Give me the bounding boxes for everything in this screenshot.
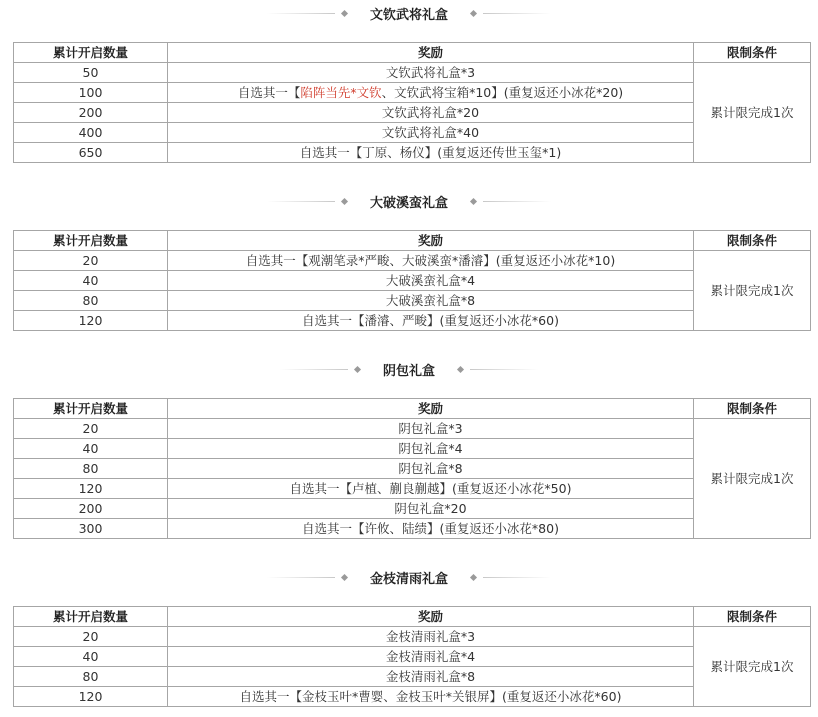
reward-text: 阴包礼盒*20 (394, 500, 467, 516)
reward-text: 、文钦武将宝箱*10】(重复返还小冰花*20) (381, 84, 624, 100)
table-row (14, 519, 811, 539)
header-reward: 奖励 (168, 43, 694, 63)
table-row (14, 667, 811, 687)
limit-cell: 累计限完成1次 (694, 419, 811, 539)
reward-cell (168, 311, 694, 331)
reward-text: 金枝清雨礼盒*4 (385, 648, 476, 664)
reward-cell (168, 123, 694, 143)
table-row (14, 123, 811, 143)
table-header-row (14, 231, 811, 251)
reward-cell (168, 251, 694, 271)
table-row (14, 499, 811, 519)
diamond-icon (341, 9, 348, 16)
reward-cell (168, 419, 694, 439)
table-row (14, 271, 811, 291)
count-cell: 650 (14, 143, 168, 163)
count-cell: 20 (14, 251, 168, 271)
diamond-icon (470, 197, 477, 204)
table-row (14, 687, 811, 707)
reward-table-dapo-ximan (13, 230, 811, 331)
count-cell: 200 (14, 103, 168, 123)
reward-cell (168, 499, 694, 519)
count-cell: 50 (14, 63, 168, 83)
header-limit: 限制条件 (694, 399, 811, 419)
diamond-icon (341, 197, 348, 204)
table-header-row (14, 43, 811, 63)
count-cell: 40 (14, 647, 168, 667)
title-ornament-left (267, 199, 354, 204)
header-limit: 限制条件 (694, 607, 811, 627)
reward-text: 阴包礼盒*4 (398, 440, 463, 456)
reward-text: 大破溪蛮礼盒*4 (385, 272, 476, 288)
section-title-jinzhi-qingyu (0, 567, 818, 587)
reward-text: 自选其一【丁原、杨仪】(重复返还传世玉玺*1) (299, 144, 562, 160)
title-ornament-right (464, 11, 551, 16)
count-cell: 80 (14, 667, 168, 687)
reward-text: 文钦武将礼盒*3 (385, 64, 476, 80)
highlighted-reward-text: 陷阵当先*文钦 (300, 84, 382, 100)
reward-table-wenqin (13, 42, 811, 163)
reward-table-jinzhi-qingyu (13, 606, 811, 707)
reward-cell (168, 479, 694, 499)
table-header-row (14, 607, 811, 627)
limit-cell: 累计限完成1次 (694, 251, 811, 331)
count-cell: 80 (14, 459, 168, 479)
header-reward: 奖励 (168, 231, 694, 251)
header-reward: 奖励 (168, 399, 694, 419)
reward-cell (168, 519, 694, 539)
reward-cell (168, 63, 694, 83)
reward-text: 金枝清雨礼盒*3 (385, 628, 476, 644)
table-row (14, 439, 811, 459)
header-reward: 奖励 (168, 607, 694, 627)
header-count: 累计开启数量 (14, 43, 168, 63)
reward-cell (168, 647, 694, 667)
section-title-text: 大破溪蛮礼盒 (369, 195, 448, 211)
table-row (14, 479, 811, 499)
count-cell: 40 (14, 271, 168, 291)
section-title-dapo-ximan (0, 191, 818, 211)
count-cell: 20 (14, 419, 168, 439)
table-row (14, 627, 811, 647)
reward-cell (168, 83, 694, 103)
reward-cell (168, 143, 694, 163)
diamond-icon (457, 365, 464, 372)
count-cell: 300 (14, 519, 168, 539)
reward-text: 文钦武将礼盒*40 (381, 124, 480, 140)
section-title-wenqin (0, 3, 818, 23)
title-ornament-right (451, 367, 538, 372)
limit-cell: 累计限完成1次 (694, 63, 811, 163)
count-cell: 40 (14, 439, 168, 459)
header-limit: 限制条件 (694, 231, 811, 251)
reward-table-yinbao (13, 398, 811, 539)
table-row (14, 103, 811, 123)
count-cell: 20 (14, 627, 168, 647)
reward-text: 大破溪蛮礼盒*8 (385, 292, 476, 308)
reward-text: 自选其一【 (237, 84, 301, 100)
header-count: 累计开启数量 (14, 231, 168, 251)
reward-text: 阴包礼盒*3 (398, 420, 463, 436)
diamond-icon (341, 573, 348, 580)
reward-text: 自选其一【观潮笔录*严畯、大破溪蛮*潘濬】(重复返还小冰花*10) (245, 252, 616, 268)
reward-text: 自选其一【金枝玉叶*曹婴、金枝玉叶*关银屏】(重复返还小冰花*60) (239, 688, 622, 704)
section-title-yinbao (0, 359, 818, 379)
table-row (14, 251, 811, 271)
reward-text: 自选其一【许攸、陆绩】(重复返还小冰花*80) (302, 520, 559, 536)
header-limit: 限制条件 (694, 43, 811, 63)
reward-cell (168, 627, 694, 647)
reward-text: 阴包礼盒*8 (398, 460, 463, 476)
reward-cell (168, 459, 694, 479)
reward-text: 自选其一【卢植、蒯良蒯越】(重复返还小冰花*50) (289, 480, 572, 496)
count-cell: 200 (14, 499, 168, 519)
table-row (14, 459, 811, 479)
reward-cell (168, 103, 694, 123)
section-title-text: 阴包礼盒 (382, 363, 435, 379)
count-cell: 100 (14, 83, 168, 103)
table-header-row (14, 399, 811, 419)
title-ornament-right (464, 575, 551, 580)
title-ornament-right (464, 199, 551, 204)
header-count: 累计开启数量 (14, 607, 168, 627)
count-cell: 120 (14, 479, 168, 499)
table-row (14, 311, 811, 331)
count-cell: 80 (14, 291, 168, 311)
table-row (14, 419, 811, 439)
count-cell: 120 (14, 687, 168, 707)
limit-cell: 累计限完成1次 (694, 627, 811, 707)
reward-cell (168, 439, 694, 459)
diamond-icon (354, 365, 361, 372)
table-row (14, 63, 811, 83)
diamond-icon (470, 9, 477, 16)
title-ornament-left (280, 367, 367, 372)
reward-text: 金枝清雨礼盒*8 (385, 668, 476, 684)
section-title-text: 文钦武将礼盒 (369, 7, 448, 23)
count-cell: 120 (14, 311, 168, 331)
reward-cell (168, 687, 694, 707)
title-ornament-left (267, 575, 354, 580)
reward-cell (168, 291, 694, 311)
reward-text: 自选其一【潘濬、严畯】(重复返还小冰花*60) (302, 312, 559, 328)
reward-text: 文钦武将礼盒*20 (381, 104, 480, 120)
count-cell: 400 (14, 123, 168, 143)
reward-cell (168, 271, 694, 291)
table-row (14, 647, 811, 667)
table-row (14, 143, 811, 163)
reward-cell (168, 667, 694, 687)
section-title-text: 金枝清雨礼盒 (369, 571, 448, 587)
title-ornament-left (267, 11, 354, 16)
table-row (14, 83, 811, 103)
header-count: 累计开启数量 (14, 399, 168, 419)
table-row (14, 291, 811, 311)
diamond-icon (470, 573, 477, 580)
